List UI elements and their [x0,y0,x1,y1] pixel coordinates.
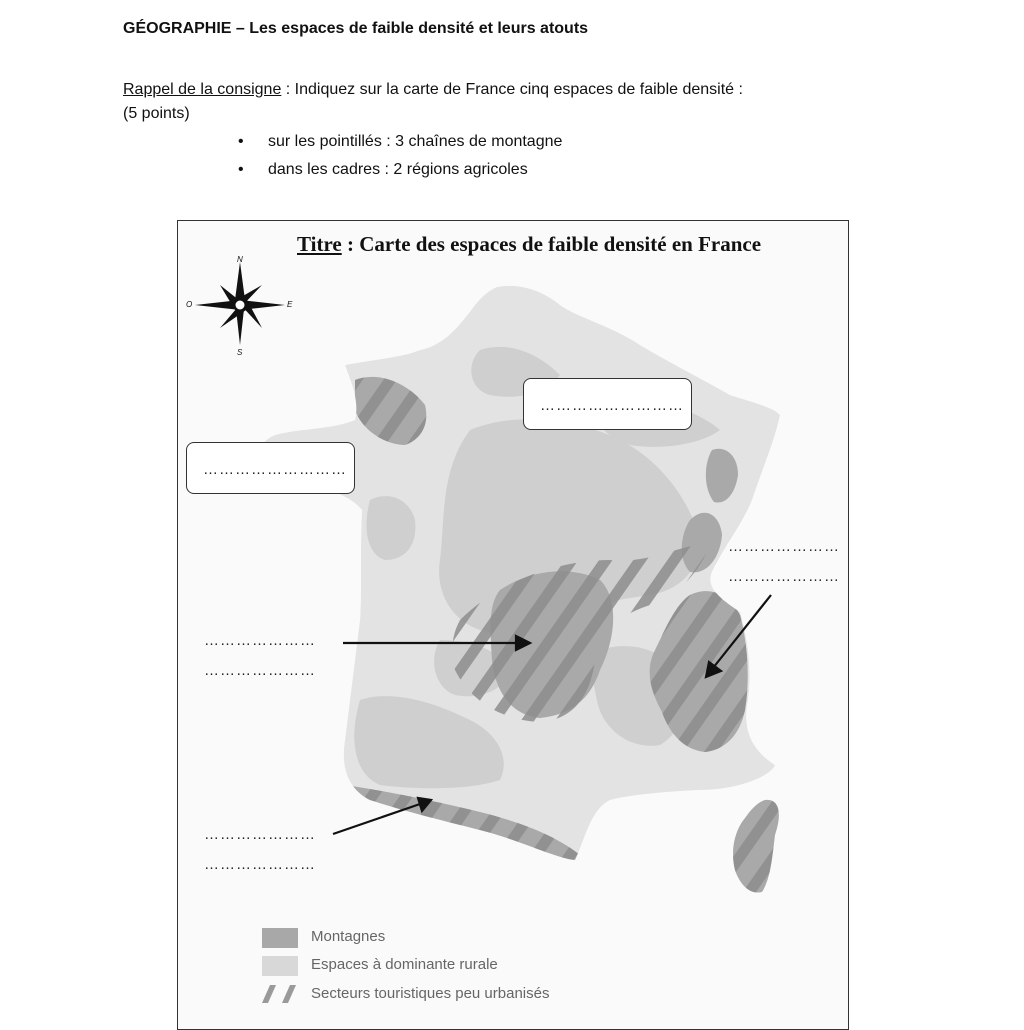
blank-line-southwest-1[interactable]: ………………… [204,826,316,843]
blank-line-east-1[interactable]: ………………… [728,538,840,555]
legend-label-mountains: Montagnes [311,928,386,945]
blank-line-west-2[interactable]: ………………… [204,662,316,679]
bullet-agricultural: • dans les cadres : 2 régions agricoles [238,156,562,184]
legend-swatches [262,928,298,1003]
compass-e: E [287,300,293,309]
france-territory [262,286,780,870]
answer-box-west-dots: ……………………… [203,461,347,478]
legend-label-tourist: Secteurs touristiques peu urbanisés [311,985,550,1002]
answer-box-west[interactable] [186,442,355,494]
compass-n: N [237,255,243,264]
map-title-text: : Carte des espaces de faible densité en France [341,232,762,256]
answer-box-north[interactable] [523,378,692,430]
arrow-pyrenees [333,804,420,834]
legend-swatch-tourist-2 [282,985,296,1003]
legend-swatch-mountains [262,928,298,948]
map-title-label: Titre [297,232,342,256]
legend-swatch-rural [262,956,298,976]
instructions-points: (5 points) [123,105,190,122]
blank-line-east-2[interactable]: ………………… [728,568,840,585]
page-heading: GÉOGRAPHIE – Les espaces de faible densité et leurs atouts [123,20,589,37]
instructions-label: Rappel de la consigne [123,81,282,98]
instructions-text: : Indiquez sur la carte de France cinq espaces de faible densité : [281,81,743,98]
map-title [297,232,761,257]
compass-s: S [237,348,243,357]
bullet-mountains: • sur les pointillés : 3 chaînes de montagne [238,128,562,156]
legend-label-rural: Espaces à dominante rurale [311,956,498,973]
answer-box-north-dots: ……………………… [540,397,684,414]
blank-line-southwest-2[interactable]: ………………… [204,856,316,873]
blank-line-west-1[interactable]: ………………… [204,632,316,649]
compass-rose [195,262,285,345]
compass-o: O [186,300,193,309]
tourist-sector-corsica [733,800,779,893]
legend-swatch-tourist-1 [262,985,276,1003]
